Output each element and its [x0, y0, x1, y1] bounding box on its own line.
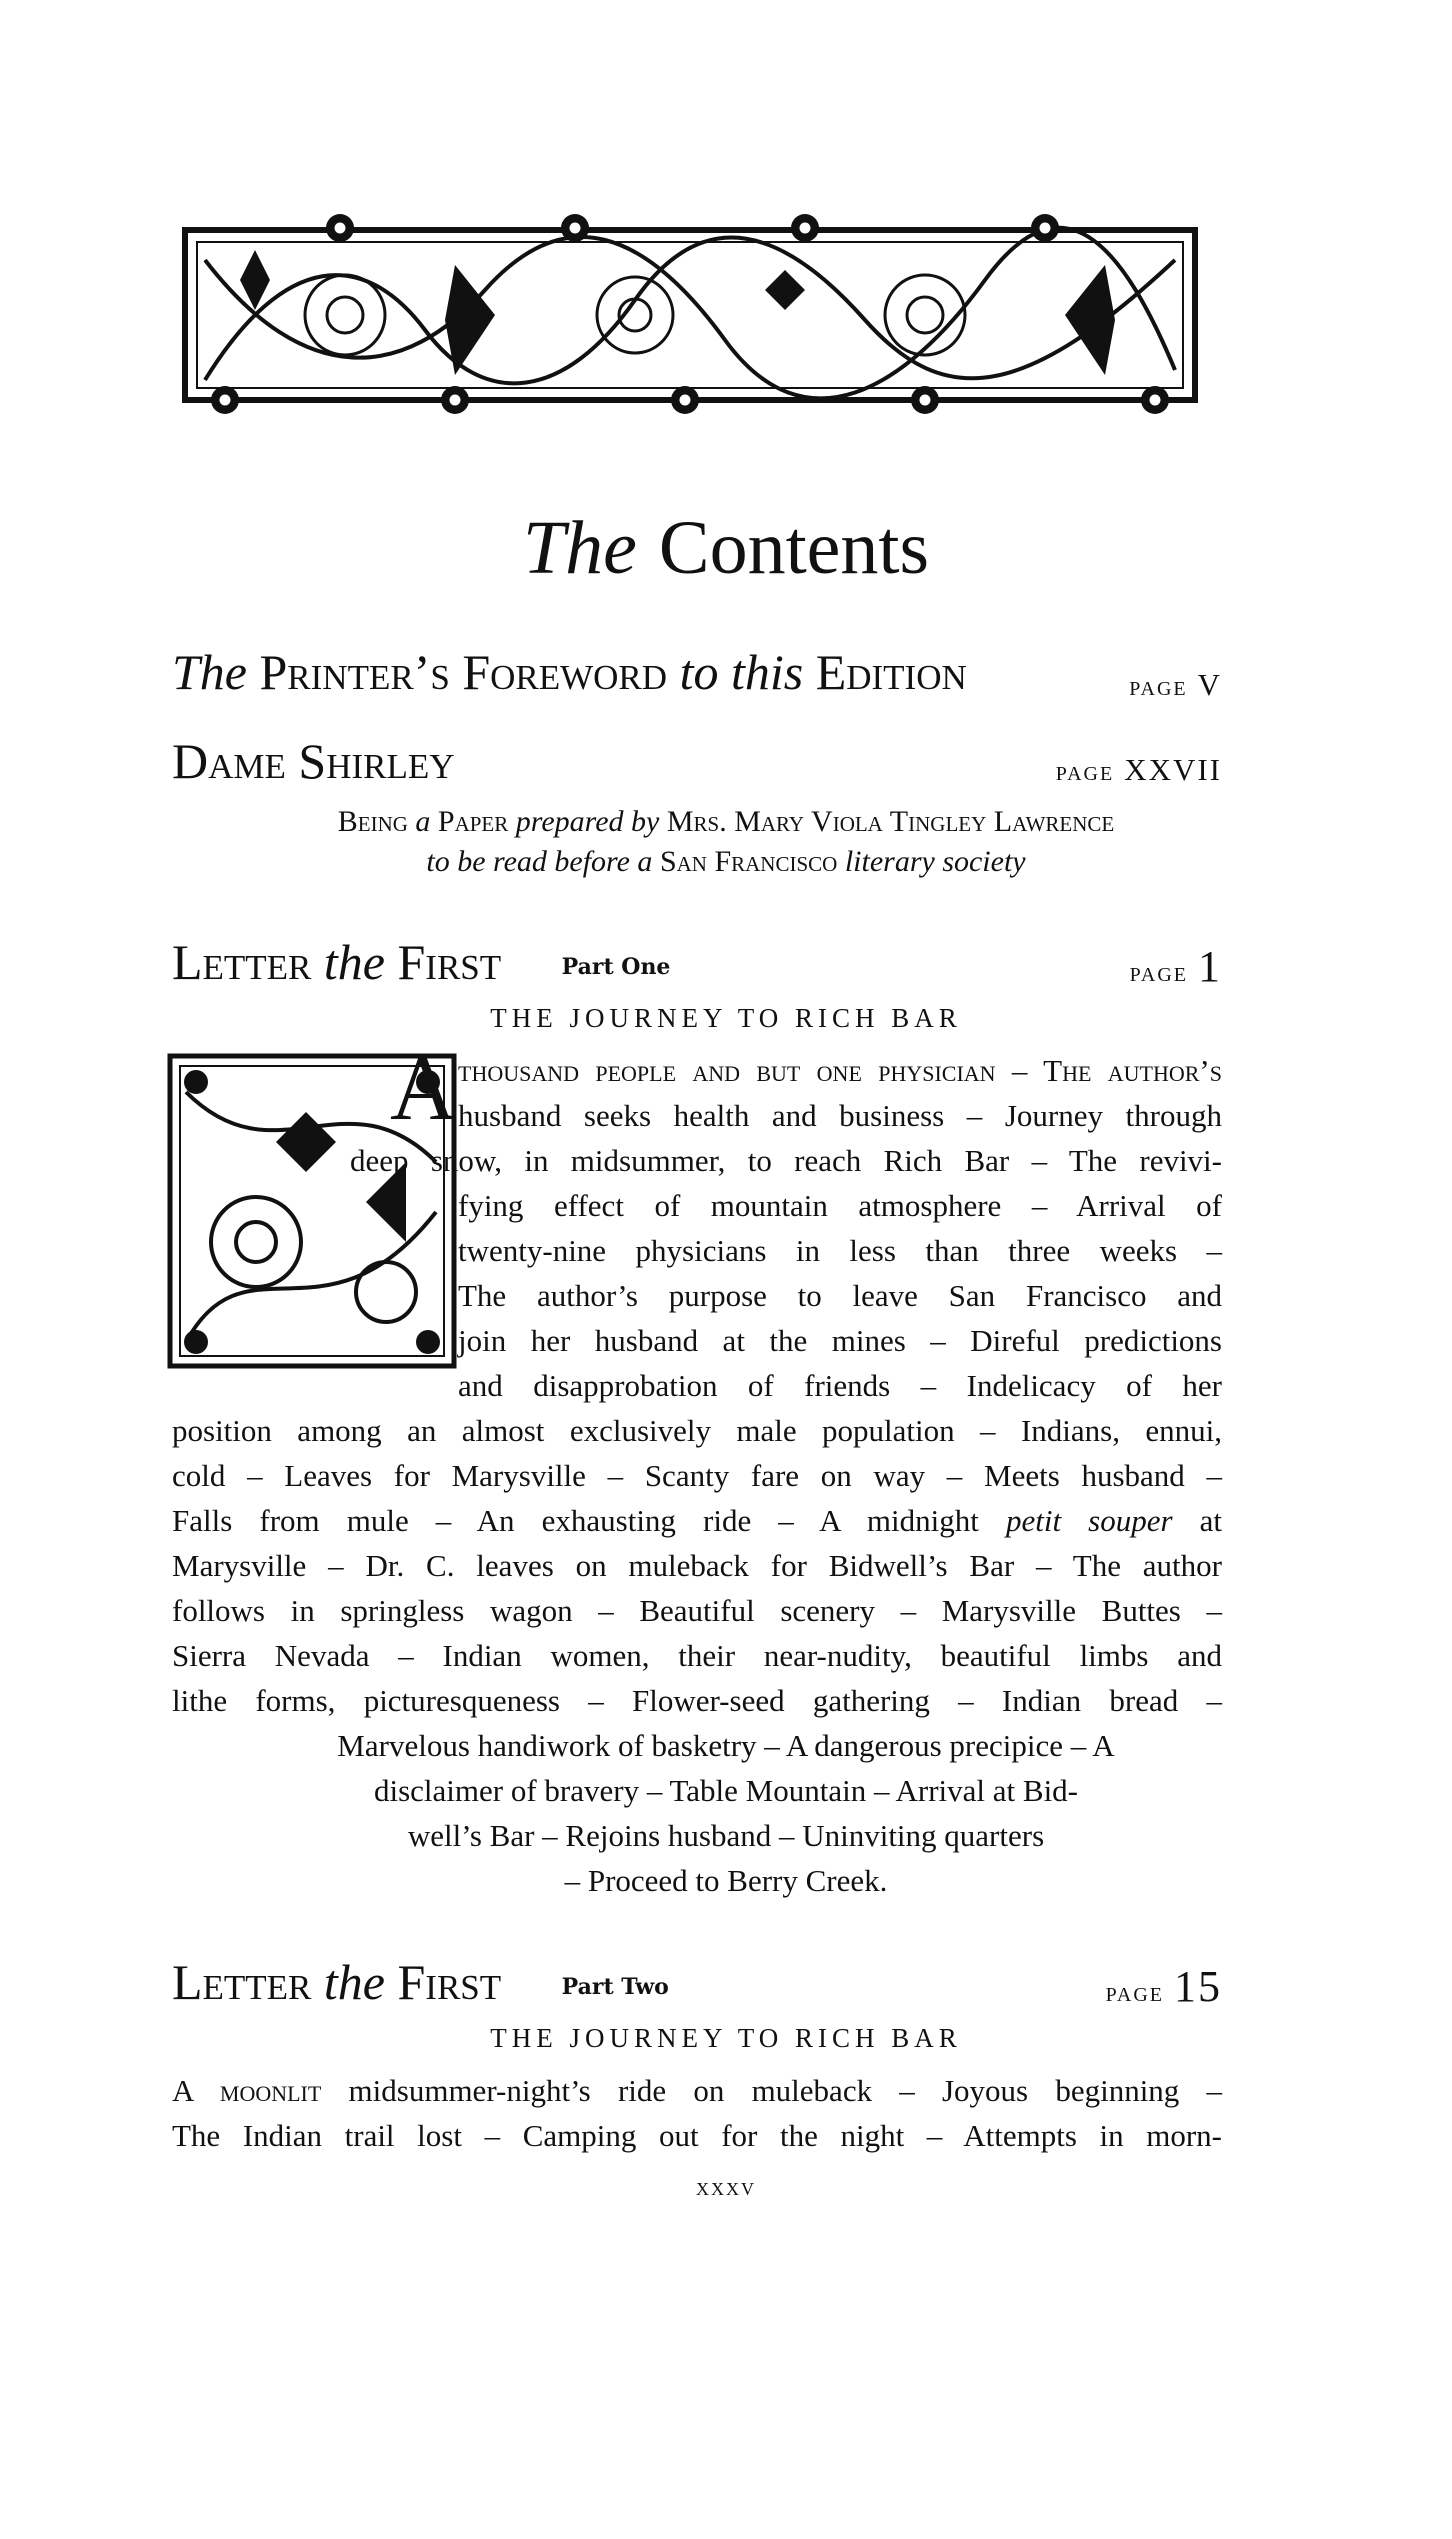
ornamental-header-banner — [165, 190, 1215, 440]
desc-line: lithe forms, picturesqueness – Flower-seed gathering – Indian bread – — [172, 1683, 1222, 1718]
dame-shirley-desc-2: to be read before a San Francisco literary society — [426, 845, 1026, 878]
desc-line: The Indian trail lost – Camping out for the night – Attempts in morn- — [172, 2118, 1222, 2153]
desc-line: cold – Leaves for Marysville – Scanty fare on way – Meets husband – — [172, 1458, 1222, 1493]
toc-entry-letter1-part2[interactable]: Letter the First Part Two page 15 — [172, 1954, 1222, 2011]
toc-entry-foreword[interactable]: The Printer’s Foreword to this Edition page v — [172, 644, 1222, 705]
desc-line: join her husband at the mines – Direful predictions — [458, 1323, 1222, 1358]
desc-line: Marvelous handiwork of basketry – A dangerous precipice – A — [337, 1728, 1115, 1763]
desc-line: thousand people and but one physician – The author’s — [458, 1053, 1222, 1088]
page-title — [0, 506, 1452, 590]
toc-entry-letter1-part1[interactable]: Letter the First Part One page 1 — [172, 934, 1222, 991]
desc-line: The author’s purpose to leave San Francisco and — [458, 1278, 1222, 1313]
toc-entry-dame-shirley[interactable]: Dame Shirley page xxvii — [172, 733, 1222, 790]
desc-line: disclaimer of bravery – Table Mountain – Arrival at Bid- — [373, 1773, 1079, 1808]
title-the: The — [522, 506, 637, 590]
desc-line: fying effect of mountain atmosphere – Arrival of — [458, 1188, 1222, 1223]
desc-line: A moonlit midsummer-night’s ride on muleback – Joyous beginning – — [172, 2073, 1223, 2108]
part-two-label: Part Two — [561, 1974, 669, 2001]
drop-cap-letter: A — [390, 1037, 457, 1139]
desc-line: follows in springless wagon – Beautiful scenery – Marysville Buttes – — [172, 1593, 1222, 1628]
desc-line: husband seeks health and business – Journey through — [458, 1098, 1222, 1133]
desc-line: Falls from mule – An exhausting ride – A midnight petit souper at — [172, 1503, 1223, 1538]
foreword-page-ref: page v — [1129, 656, 1222, 705]
dame-shirley-desc-1: Being a Paper prepared by Mrs. Mary Viola Tingley Lawrence — [337, 805, 1115, 838]
desc-line: position among an almost exclusively male population – Indians, ennui, — [172, 1413, 1222, 1448]
letter1-part1-page-ref: page 1 — [1129, 942, 1222, 991]
part-one-label: Part One — [561, 954, 671, 981]
letter1-part2-subtitle: THE JOURNEY TO RICH BAR — [490, 2023, 962, 2053]
dame-shirley-page-ref: page xxvii — [1055, 741, 1222, 790]
desc-line: deep snow, in midsummer, to reach Rich Bar – The revivi- — [350, 1143, 1222, 1178]
desc-line: Marysville – Dr. C. leaves on muleback for Bidwell’s Bar – The author — [172, 1548, 1222, 1583]
letter1-part2-page-ref: page 15 — [1105, 1962, 1222, 2011]
page-folio: xxxv — [696, 2172, 756, 2201]
desc-line: well’s Bar – Rejoins husband – Uninviting quarters — [407, 1818, 1045, 1853]
title-main: Contents — [658, 506, 930, 590]
desc-line: – Proceed to Berry Creek. — [564, 1863, 888, 1898]
desc-line: Sierra Nevada – Indian women, their near-nudity, beautiful limbs and — [172, 1638, 1222, 1673]
desc-line: twenty-nine physicians in less than three weeks – — [458, 1233, 1222, 1268]
letter1-part1-subtitle: THE JOURNEY TO RICH BAR — [490, 1003, 962, 1033]
desc-line: and disapprobation of friends – Indelicacy of her — [458, 1368, 1222, 1403]
